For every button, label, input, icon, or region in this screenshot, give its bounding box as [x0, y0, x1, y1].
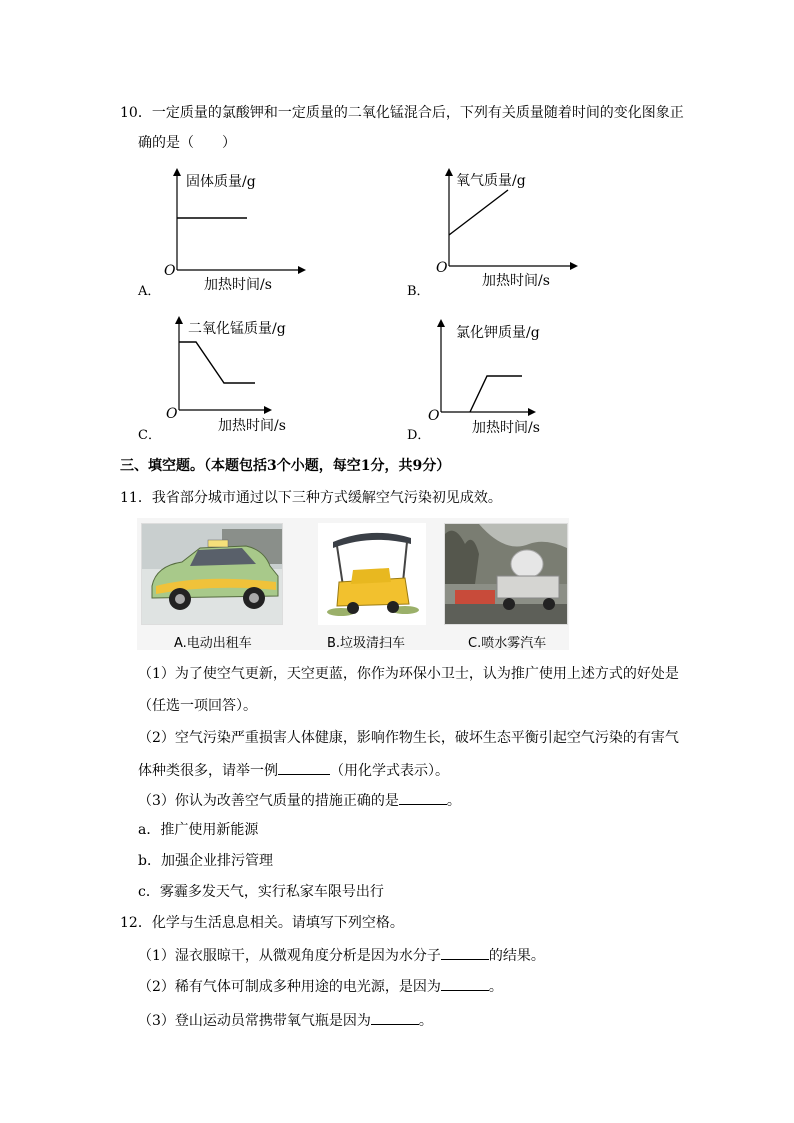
y-axis-arrow [173, 168, 181, 176]
q12-part1-text-a: （1）湿衣服晾干，从微观角度分析是因为水分子 [138, 948, 441, 964]
q11-part1-line1: （1）为了使空气更新，天空更蓝，你作为环保小卫士，认为推广使用上述方式的好处是 [138, 666, 679, 682]
graph-a [162, 168, 312, 297]
option-c-label: C． [138, 428, 161, 443]
graph-a-origin: O [164, 263, 176, 279]
q11-part3-blank[interactable] [399, 790, 447, 805]
y-axis-arrow [437, 319, 445, 327]
graph-b-curve [449, 190, 508, 235]
electric-taxi-photo [141, 523, 283, 625]
q12-part2-blank[interactable] [441, 976, 489, 991]
q12-part3 [138, 1010, 433, 1031]
y-axis-arrow [175, 316, 183, 324]
q10-stem-line2: 确的是（ ） [138, 135, 236, 151]
q11-part3 [138, 790, 461, 811]
q12-stem: 12．化学与生活息息相关。请填写下列空格。 [120, 915, 404, 931]
q12-part1-blank[interactable] [441, 945, 489, 960]
graph-c-origin: O [166, 406, 178, 422]
graph-c-curve [179, 342, 255, 383]
graph-c-ylabel: 二氧化锰质量/g [188, 321, 286, 337]
q11-part2-line2 [138, 760, 449, 781]
q11-part2-text-a: 体种类很多，请举一例 [138, 763, 278, 779]
q11-part1-line2: （任选一项回答）。 [138, 698, 257, 714]
x-axis-arrow [528, 408, 536, 416]
option-d-label: D． [407, 428, 431, 443]
graph-b-xlabel: 加热时间/s [482, 273, 550, 289]
graph-a-xlabel: 加热时间/s [204, 277, 272, 293]
q11-stem: 11．我省部分城市通过以下三种方式缓解空气污染初见成效。 [120, 490, 502, 506]
q11-part2-blank[interactable] [278, 760, 330, 775]
q11-part3-text-a: （3）你认为改善空气质量的措施正确的是 [138, 793, 399, 809]
graph-d [426, 316, 576, 445]
q12-part3-blank[interactable] [371, 1010, 419, 1025]
water-mist-truck-photo [444, 523, 568, 625]
x-axis-arrow [298, 266, 306, 274]
graph-d-xlabel: 加热时间/s [472, 420, 540, 436]
sweeper-drawing [319, 524, 425, 624]
q10-stem-line1: 10．一定质量的氯酸钾和一定质量的二氧化锰混合后，下列有关质量随着时间的变化图象正 [120, 105, 684, 121]
q12-part3-text-b: 。 [418, 1013, 433, 1029]
q12-part3-text-a: （3）登山运动员常携带氧气瓶是因为 [138, 1013, 371, 1029]
graph-c [164, 316, 314, 445]
q12-part2-text-a: （2）稀有气体可制成多种用途的电光源，是因为 [138, 979, 441, 995]
q11-part2-text-b: （用化学式表示）。 [330, 763, 449, 779]
graph-a-ylabel: 固体质量/g [186, 174, 256, 190]
section-heading: 三、填空题。（本题包括3个小题，每空1分，共9分） [120, 458, 451, 474]
q12-part1 [138, 945, 545, 966]
graph-b-origin: O [436, 260, 448, 276]
mist-truck-drawing [445, 524, 567, 624]
q11-part3-text-b: 。 [446, 793, 461, 809]
graph-b [434, 168, 584, 297]
option-b-label: B． [407, 284, 430, 299]
q11-part2-line1: （2）空气污染严重损害人体健康，影响作物生长，破坏生态平衡引起空气污染的有害气 [138, 730, 679, 746]
street-sweeper-photo [318, 523, 426, 625]
graph-b-ylabel: 氧气质量/g [456, 173, 526, 189]
graph-c-xlabel: 加热时间/s [218, 418, 286, 434]
option-a-label: A． [138, 284, 161, 299]
q11-choice-b: b．加强企业排污管理 [138, 853, 273, 869]
caption-a: A.电动出租车 [174, 636, 252, 651]
graph-d-origin: O [428, 408, 440, 424]
q12-part2-text-b: 。 [488, 979, 503, 995]
caption-b: B.垃圾清扫车 [327, 636, 406, 651]
x-axis-arrow [264, 406, 272, 414]
y-axis-arrow [445, 168, 453, 176]
graph-d-curve [470, 376, 522, 412]
x-axis-arrow [570, 262, 578, 270]
graph-d-ylabel: 氯化钾质量/g [456, 325, 540, 341]
q11-choice-a: a．推广使用新能源 [138, 822, 259, 838]
q12-part2 [138, 976, 503, 997]
q12-part1-text-b: 的结果。 [488, 948, 545, 964]
q11-choice-c: c．雾霾多发天气，实行私家车限号出行 [138, 884, 384, 900]
caption-c: C.喷水雾汽车 [468, 636, 547, 651]
taxi-drawing [142, 524, 282, 624]
